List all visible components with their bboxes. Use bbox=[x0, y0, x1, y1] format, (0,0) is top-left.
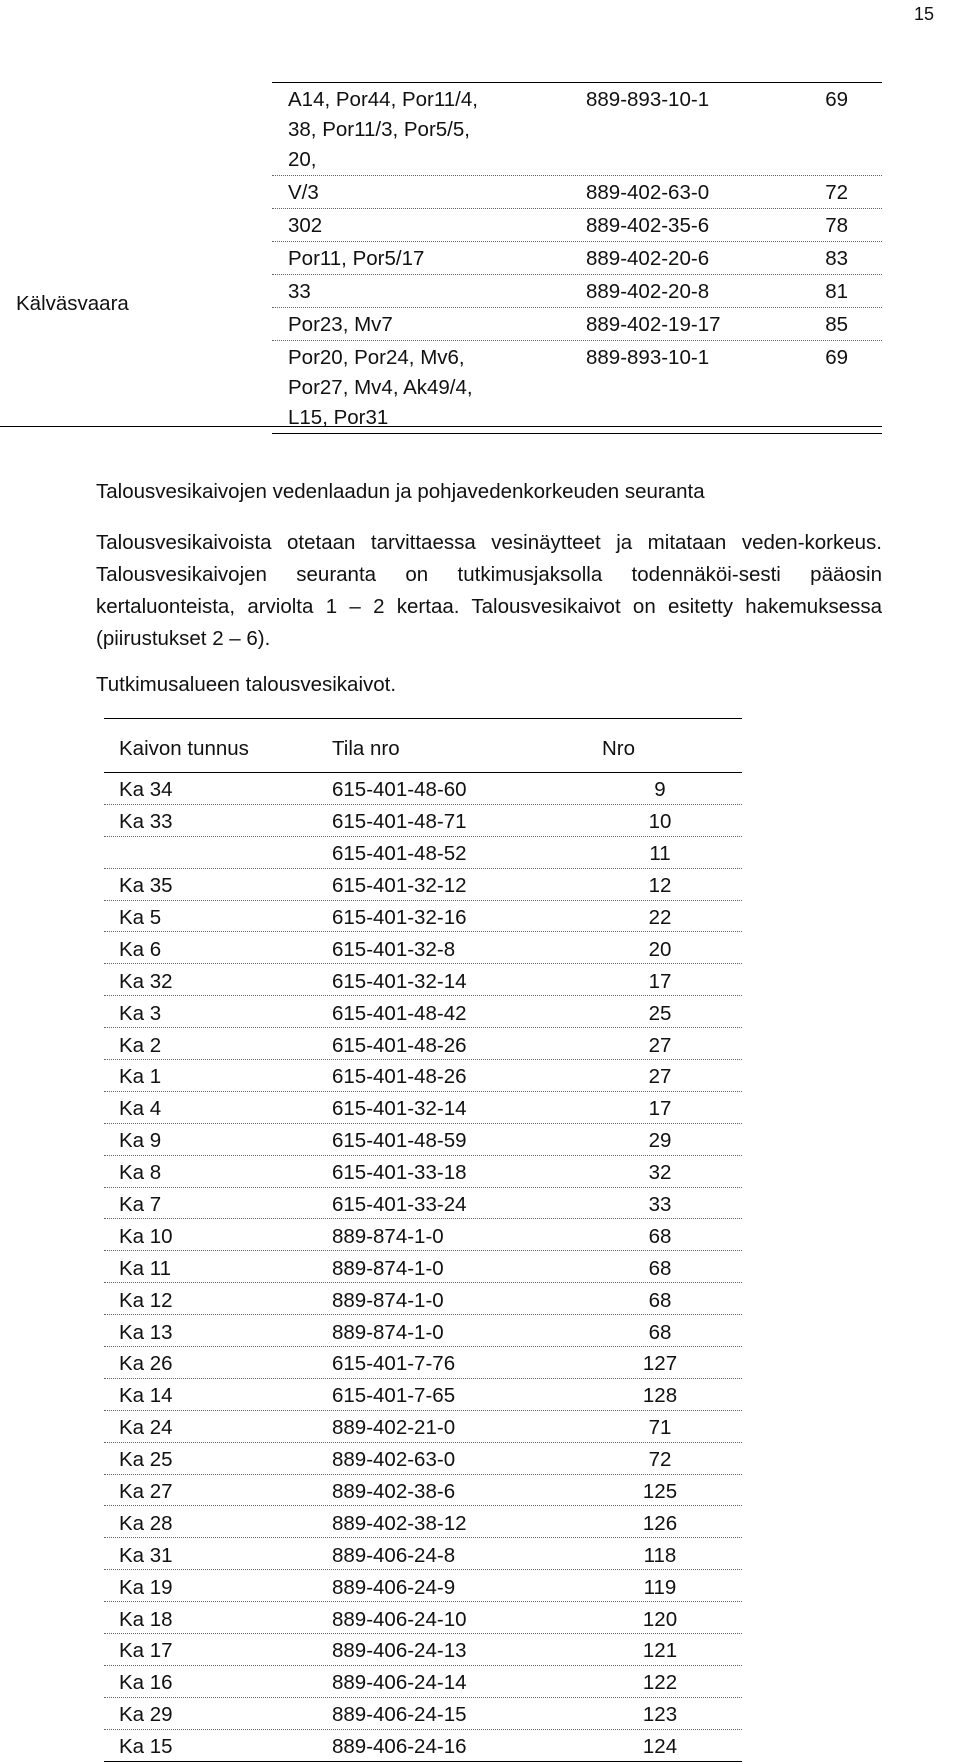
table-row bbox=[104, 1379, 742, 1411]
nro-cell: 121 bbox=[642, 1639, 678, 1663]
table-row bbox=[104, 932, 742, 964]
tila-nro-cell: 889-406-24-10 bbox=[332, 1607, 467, 1631]
kaivon-tunnus-cell: Ka 34 bbox=[119, 778, 173, 802]
kaivon-tunnus-cell: Ka 27 bbox=[119, 1480, 173, 1504]
tila-nro-cell: 889-874-1-0 bbox=[332, 1224, 444, 1248]
tila-cell: 889-402-20-8 bbox=[586, 280, 710, 303]
nro-cell: 78 bbox=[825, 214, 848, 237]
nro-cell: 25 bbox=[648, 1001, 672, 1025]
table-row bbox=[104, 1506, 742, 1538]
kaivon-tunnus-cell: Ka 2 bbox=[119, 1033, 162, 1057]
nro-cell: 68 bbox=[648, 1224, 672, 1248]
tila-nro-cell: 615-401-32-16 bbox=[332, 906, 467, 929]
nro-cell: 120 bbox=[642, 1607, 678, 1631]
tila-nro-cell: 615-401-48-60 bbox=[332, 778, 467, 802]
tila-nro-cell: 889-406-24-15 bbox=[332, 1703, 467, 1727]
tila-nro-cell: 889-874-1-0 bbox=[332, 1256, 444, 1280]
tila-nro-cell: 889-406-24-9 bbox=[332, 1575, 456, 1599]
nro-cell: 69 bbox=[825, 346, 848, 369]
nro-cell: 22 bbox=[648, 906, 672, 929]
kaivon-tunnus-cell: Ka 28 bbox=[119, 1511, 173, 1535]
tila-nro-cell: 889-406-24-14 bbox=[332, 1671, 467, 1695]
table-row bbox=[104, 1411, 742, 1443]
tila-nro-cell: 615-401-48-42 bbox=[332, 1001, 467, 1025]
table-row bbox=[104, 805, 742, 837]
tila-nro-cell: 615-401-32-8 bbox=[332, 937, 456, 961]
tila-cell: 889-402-19-17 bbox=[586, 313, 721, 336]
nro-cell: 20 bbox=[648, 937, 672, 961]
table-row bbox=[104, 1092, 742, 1124]
kaivon-tunnus-cell: Ka 15 bbox=[119, 1735, 173, 1759]
kaivon-tunnus-cell: Ka 19 bbox=[119, 1575, 173, 1599]
kaivon-tunnus-cell: Ka 17 bbox=[119, 1639, 173, 1663]
nro-cell: 32 bbox=[648, 1161, 672, 1185]
tila-nro-cell: 615-401-7-65 bbox=[332, 1384, 456, 1408]
nro-cell: 85 bbox=[825, 313, 848, 336]
tila-cell: 889-893-10-1 bbox=[586, 88, 710, 111]
tila-cell: 889-893-10-1 bbox=[586, 346, 710, 369]
nro-cell: 10 bbox=[648, 810, 672, 834]
tila-nro-cell: 615-401-7-76 bbox=[332, 1352, 456, 1376]
kaivon-tunnus-cell: Ka 14 bbox=[119, 1384, 173, 1408]
tila-cell: 889-402-63-0 bbox=[586, 181, 710, 204]
kaivon-tunnus-cell: Ka 31 bbox=[119, 1543, 173, 1567]
table-row bbox=[104, 1475, 742, 1507]
kaivon-tunnus-cell: Ka 8 bbox=[119, 1161, 162, 1185]
tila-nro-cell: 615-401-48-52 bbox=[332, 842, 467, 866]
top-table-row bbox=[272, 341, 882, 433]
table-row bbox=[104, 1028, 742, 1060]
nro-cell: 68 bbox=[648, 1288, 672, 1312]
table-row bbox=[104, 1698, 742, 1730]
top-table-bottom-rule bbox=[0, 426, 882, 427]
lots-cell: V/3 bbox=[288, 181, 319, 204]
tila-nro-cell: 615-401-32-14 bbox=[332, 969, 467, 993]
nro-cell: 71 bbox=[648, 1416, 672, 1440]
nro-cell: 128 bbox=[642, 1384, 678, 1408]
table-row bbox=[104, 996, 742, 1028]
nro-cell: 33 bbox=[648, 1193, 672, 1217]
kaivon-tunnus-cell: Ka 25 bbox=[119, 1448, 173, 1472]
nro-cell: 9 bbox=[654, 778, 666, 802]
table-row bbox=[104, 901, 742, 933]
lots-cell: 302 bbox=[288, 214, 323, 237]
kaivon-tunnus-cell: Ka 12 bbox=[119, 1288, 173, 1312]
top-table-row bbox=[272, 242, 882, 275]
lots-cell: 33 bbox=[288, 280, 311, 303]
kaivon-tunnus-cell: Ka 16 bbox=[119, 1671, 173, 1695]
nro-cell: 83 bbox=[825, 247, 848, 270]
nro-cell: 124 bbox=[642, 1735, 678, 1759]
tila-nro-cell: 889-874-1-0 bbox=[332, 1288, 444, 1312]
nro-cell: 72 bbox=[825, 181, 848, 204]
tila-nro-cell: 889-402-38-12 bbox=[332, 1511, 467, 1535]
nro-cell: 72 bbox=[648, 1448, 672, 1472]
kaivon-tunnus-cell: Ka 5 bbox=[119, 906, 162, 929]
table-row bbox=[104, 1251, 742, 1283]
wells-table-body bbox=[104, 773, 742, 1762]
nro-cell: 11 bbox=[649, 842, 671, 866]
header-nro: Nro bbox=[602, 736, 636, 760]
table-row bbox=[104, 1188, 742, 1220]
kaivon-tunnus-cell: Ka 33 bbox=[119, 810, 173, 834]
lots-cell: Por20, Por24, Mv6, Por27, Mv4, Ak49/4, L15, Por31 bbox=[288, 346, 473, 429]
table-row bbox=[104, 869, 742, 901]
table-row bbox=[104, 1443, 742, 1475]
nro-cell: 123 bbox=[642, 1703, 678, 1727]
table-row bbox=[104, 1538, 742, 1570]
top-table-row bbox=[272, 176, 882, 209]
table-row bbox=[104, 1315, 742, 1347]
top-table-group-label: Kälväsvaara bbox=[16, 292, 129, 315]
kaivon-tunnus-cell: Ka 26 bbox=[119, 1352, 173, 1376]
tila-nro-cell: 615-401-32-14 bbox=[332, 1097, 467, 1121]
header-kaivon-tunnus: Kaivon tunnus bbox=[119, 736, 249, 760]
top-table-row bbox=[272, 209, 882, 242]
kaivon-tunnus-cell: Ka 18 bbox=[119, 1607, 173, 1631]
nro-cell: 17 bbox=[648, 969, 672, 993]
tila-nro-cell: 889-402-38-6 bbox=[332, 1480, 456, 1504]
table-row bbox=[104, 964, 742, 996]
top-table-row bbox=[272, 308, 882, 341]
nro-cell: 29 bbox=[648, 1129, 672, 1153]
kaivon-tunnus-cell: Ka 9 bbox=[119, 1129, 162, 1153]
kaivon-tunnus-cell: Ka 13 bbox=[119, 1320, 173, 1344]
wells-table-header bbox=[104, 719, 742, 773]
table-row bbox=[104, 1347, 742, 1379]
table-row bbox=[104, 837, 742, 869]
lots-cell: A14, Por44, Por11/4, 38, Por11/3, Por5/5, 20, bbox=[288, 88, 478, 171]
tila-nro-cell: 615-401-48-26 bbox=[332, 1033, 467, 1057]
top-table bbox=[0, 82, 882, 434]
nro-cell: 127 bbox=[642, 1352, 678, 1376]
tila-nro-cell: 889-406-24-8 bbox=[332, 1543, 456, 1567]
kaivon-tunnus-cell: Ka 35 bbox=[119, 874, 173, 898]
tila-nro-cell: 615-401-33-18 bbox=[332, 1161, 467, 1185]
tila-nro-cell: 889-402-21-0 bbox=[332, 1416, 456, 1440]
table-row bbox=[104, 1570, 742, 1602]
kaivon-tunnus-cell: Ka 6 bbox=[119, 937, 162, 961]
table-row bbox=[104, 1124, 742, 1156]
tila-nro-cell: 889-406-24-13 bbox=[332, 1639, 467, 1663]
top-table-row bbox=[272, 275, 882, 308]
kaivon-tunnus-cell: Ka 10 bbox=[119, 1224, 173, 1248]
nro-cell: 27 bbox=[648, 1033, 672, 1057]
nro-cell: 12 bbox=[648, 874, 672, 898]
nro-cell: 17 bbox=[648, 1097, 672, 1121]
nro-cell: 68 bbox=[648, 1320, 672, 1344]
kaivon-tunnus-cell: Ka 32 bbox=[119, 969, 173, 993]
kaivon-tunnus-cell: Ka 4 bbox=[119, 1097, 162, 1121]
wells-table bbox=[104, 718, 742, 1762]
table-row bbox=[104, 773, 742, 805]
nro-cell: 125 bbox=[642, 1480, 678, 1504]
top-table-rows bbox=[272, 82, 882, 434]
tila-cell: 889-402-35-6 bbox=[586, 214, 710, 237]
page-number: 15 bbox=[913, 4, 934, 24]
table-row bbox=[104, 1602, 742, 1634]
kaivon-tunnus-cell: Ka 1 bbox=[119, 1065, 162, 1089]
table-row bbox=[104, 1634, 742, 1666]
nro-cell: 27 bbox=[648, 1065, 672, 1089]
lots-cell: Por11, Por5/17 bbox=[288, 247, 425, 270]
tila-nro-cell: 889-874-1-0 bbox=[332, 1320, 444, 1344]
table-row bbox=[104, 1666, 742, 1698]
table-row bbox=[104, 1219, 742, 1251]
table-row bbox=[104, 1156, 742, 1188]
table-row bbox=[104, 1283, 742, 1315]
nro-cell: 68 bbox=[648, 1256, 672, 1280]
tila-nro-cell: 615-401-33-24 bbox=[332, 1193, 467, 1217]
lots-cell: Por23, Mv7 bbox=[288, 313, 393, 336]
kaivon-tunnus-cell: Ka 7 bbox=[119, 1193, 162, 1217]
tila-nro-cell: 615-401-48-26 bbox=[332, 1065, 467, 1089]
section-heading: Talousvesikaivojen vedenlaadun ja pohjavedenkorkeuden seuranta bbox=[96, 480, 705, 503]
kaivon-tunnus-cell: Ka 3 bbox=[119, 1001, 162, 1025]
nro-cell: 119 bbox=[643, 1575, 677, 1599]
section-paragraph: Talousvesikaivoista otetaan tarvittaessa vesinäytteet ja mitataan veden-korkeus. Talousvesikaivojen seuranta on tutkimusjaksolla todennäköi-sesti pääosin kertaluonteista, arviolta 1 – 2 kertaa. Talousvesikaivot on esitetty hakemuksessa (piirustukset 2 – 6). bbox=[96, 531, 882, 650]
tila-nro-cell: 889-406-24-16 bbox=[332, 1735, 467, 1759]
tila-nro-cell: 889-402-63-0 bbox=[332, 1448, 456, 1472]
nro-cell: 118 bbox=[643, 1543, 677, 1567]
kaivon-tunnus-cell: Ka 11 bbox=[119, 1256, 172, 1280]
table-row bbox=[104, 1060, 742, 1092]
tila-nro-cell: 615-401-48-59 bbox=[332, 1129, 467, 1153]
nro-cell: 81 bbox=[825, 280, 848, 303]
nro-cell: 126 bbox=[642, 1511, 678, 1535]
table-caption: Tutkimusalueen talousvesikaivot. bbox=[96, 673, 397, 696]
nro-cell: 122 bbox=[642, 1671, 678, 1695]
top-table-row bbox=[272, 83, 882, 176]
header-tila-nro: Tila nro bbox=[332, 736, 400, 760]
tila-nro-cell: 615-401-48-71 bbox=[332, 810, 467, 834]
tila-cell: 889-402-20-6 bbox=[586, 247, 710, 270]
nro-cell: 69 bbox=[825, 88, 848, 111]
kaivon-tunnus-cell: Ka 29 bbox=[119, 1703, 173, 1727]
kaivon-tunnus-cell: Ka 24 bbox=[119, 1416, 173, 1440]
table-row bbox=[104, 1730, 742, 1762]
tila-nro-cell: 615-401-32-12 bbox=[332, 874, 467, 898]
